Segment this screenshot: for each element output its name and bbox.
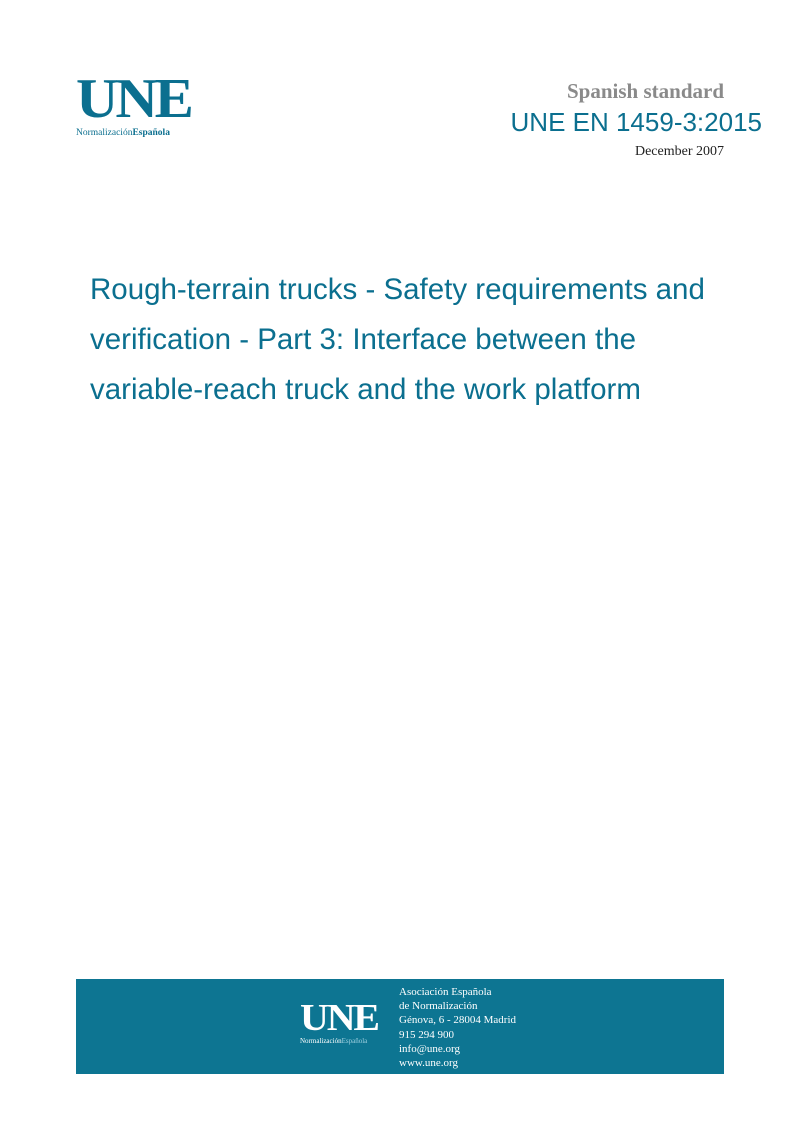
footer-une-logo xyxy=(300,997,378,1045)
footer-email[interactable]: info@une.org xyxy=(399,1042,460,1055)
logo-mark: UNE xyxy=(76,68,191,130)
footer-logo-subtitle: NormalizaciónEspañola xyxy=(300,1037,368,1045)
standard-code: UNE EN 1459-3:2015 xyxy=(510,107,762,137)
footer-address: Génova, 6 - 28004 Madrid xyxy=(399,1014,517,1027)
title-line: Rough-terrain trucks - Safety requirements and xyxy=(90,273,705,306)
document-title xyxy=(90,265,780,415)
standard-header xyxy=(511,78,762,160)
une-logo xyxy=(76,68,196,138)
title-line: verification - Part 3: Interface between the xyxy=(90,323,637,356)
footer-banner xyxy=(76,979,724,1074)
footer-website[interactable]: www.une.org xyxy=(399,1057,458,1070)
footer-contact-info xyxy=(399,985,516,1070)
title-line: variable-reach truck and the work platform xyxy=(90,373,641,406)
standard-label: Spanish standard xyxy=(567,79,724,103)
footer-org-name-2: de Normalización xyxy=(399,1000,478,1013)
footer-phone: 915 294 900 xyxy=(399,1028,454,1041)
logo-subtitle: NormalizaciónEspañola xyxy=(76,128,170,138)
footer-logo-mark: UNE xyxy=(300,997,378,1039)
footer-org-name: Asociación Española xyxy=(399,986,492,998)
standard-date: December 2007 xyxy=(634,144,724,159)
